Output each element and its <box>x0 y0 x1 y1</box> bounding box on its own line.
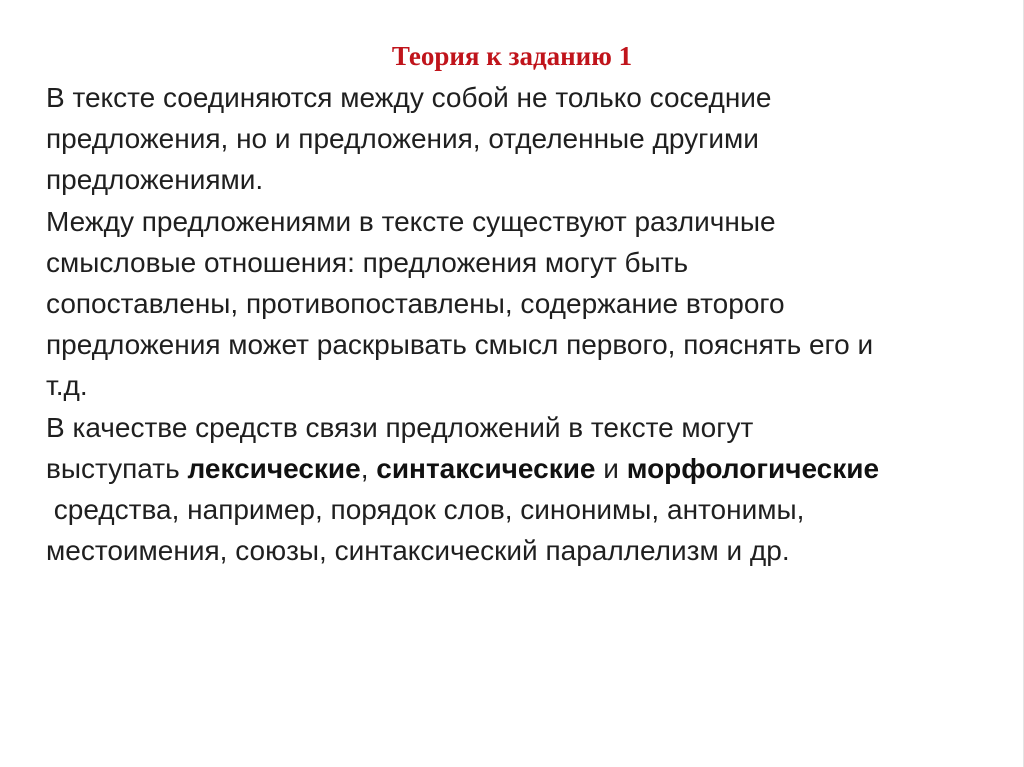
paragraph-2-line-2: смысловые отношения: предложения могут быть <box>46 246 689 278</box>
paragraph-1-line-3: предложениями. <box>46 164 264 196</box>
term-syntactic: синтаксические <box>376 452 596 484</box>
paragraph-3-line-2-start: выступать <box>46 452 188 484</box>
term-morphological: морфологические <box>626 452 880 484</box>
paragraph-3-line-1: В качестве средств связи предложений в тексте могут <box>46 411 754 443</box>
paragraph-1-line-2: предложения, но и предложения, отделенные другими <box>46 123 759 155</box>
separator-comma: , <box>360 452 377 484</box>
paragraph-2-line-3: сопоставлены, противопоставлены, содержание второго <box>46 288 785 320</box>
separator-and: и <box>595 452 627 484</box>
paragraph-1-line-1: В тексте соединяются между собой не только соседние <box>46 82 772 113</box>
paragraph-2-line-5: т.д. <box>46 370 88 402</box>
paragraph-3-line-3: средства, например, порядок слов, синонимы, антонимы, <box>46 494 805 526</box>
slide-title: Теория к заданию 1 <box>391 41 633 71</box>
paragraph-2-line-4: предложения может раскрывать смысл первого, пояснять его и <box>46 329 874 361</box>
paragraph-3-line-4: местоимения, союзы, синтаксический параллелизм и др. <box>46 535 790 567</box>
paragraph-2-line-1: Между предложениями в тексте существуют различные <box>46 205 776 237</box>
paragraph-3-line-2 <box>46 448 996 489</box>
slide-body <box>46 77 996 571</box>
term-lexical: лексические <box>187 452 361 484</box>
